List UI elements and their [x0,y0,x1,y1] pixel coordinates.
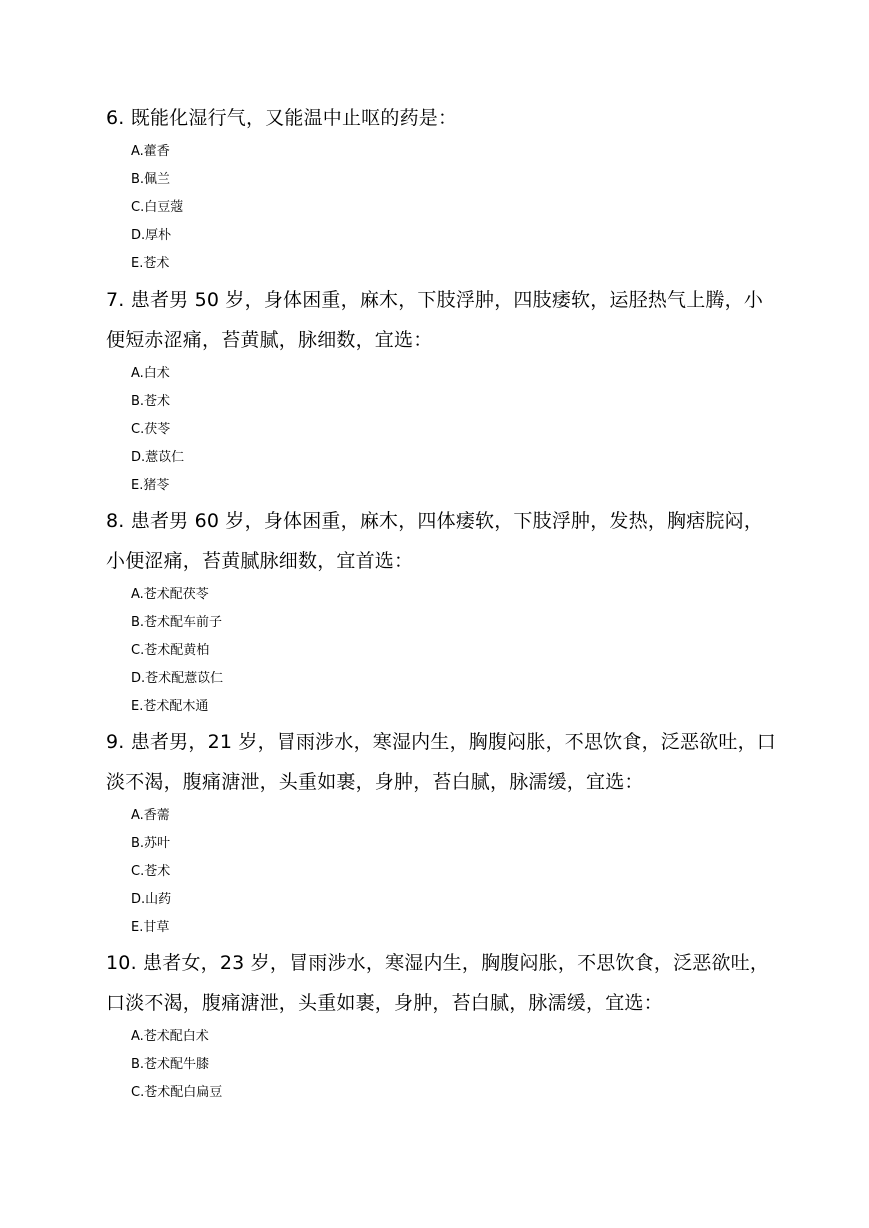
option-b: B.苍术配车前子 [131,615,223,630]
question-6 [106,98,776,278]
option-c: C.苍术 [131,864,171,879]
option-a: A.藿香 [131,144,170,159]
option-e: E.苍术配木通 [131,699,209,714]
question-8 [106,501,776,721]
question-7 [106,280,776,500]
option-b: B.苏叶 [131,836,171,851]
option-c: C.苍术配黄柏 [131,643,210,658]
option-a: A.香薷 [131,808,170,823]
question-10 [106,943,776,1107]
option-d: D.苍术配薏苡仁 [131,671,224,686]
option-list [106,1023,776,1107]
option-d: D.薏苡仁 [131,450,185,465]
option-d: D.山药 [131,892,172,907]
option-list [106,138,776,278]
question-text: 7. 患者男 50 岁，身体困重，麻木，下肢浮肿，四肢痿软，运胫热气上腾，小便短赤涩痛，苔黄腻，脉细数，宜选： [106,289,764,351]
question-text: 6. 既能化湿行气，又能温中止呕的药是： [106,107,458,129]
question-text: 9. 患者男，21 岁，冒雨涉水，寒湿内生，胸腹闷胀，不思饮食，泛恶欲吐，口淡不渴，腹痛溏泄，头重如裹，身肿，苔白腻，脉濡缓，宜选： [106,731,776,793]
option-c: C.茯苓 [131,422,171,437]
option-e: E.甘草 [131,920,170,935]
option-e: E.苍术 [131,256,170,271]
option-c: C.苍术配白扁豆 [131,1085,223,1100]
question-text: 10. 患者女，23 岁，冒雨涉水，寒湿内生，胸腹闷胀，不思饮食，泛恶欲吐，口淡不渴，腹痛溏泄，头重如裹，身肿，苔白腻，脉濡缓，宜选： [106,952,770,1014]
option-list [106,360,776,500]
option-b: B.苍术 [131,394,171,409]
question-9 [106,722,776,942]
option-a: A.白术 [131,366,170,381]
option-b: B.佩兰 [131,172,171,187]
option-a: A.苍术配茯苓 [131,587,209,602]
question-text: 8. 患者男 60 岁，身体困重，麻木，四体痿软，下肢浮肿，发热，胸痞脘闷，小便涩痛，苔黄腻脉细数，宜首选： [106,510,764,572]
option-e: E.猪苓 [131,478,170,493]
option-d: D.厚朴 [131,228,172,243]
option-c: C.白豆蔻 [131,200,184,215]
option-a: A.苍术配白术 [131,1029,209,1044]
option-list [106,581,776,721]
option-b: B.苍术配牛膝 [131,1057,210,1072]
option-list [106,802,776,942]
